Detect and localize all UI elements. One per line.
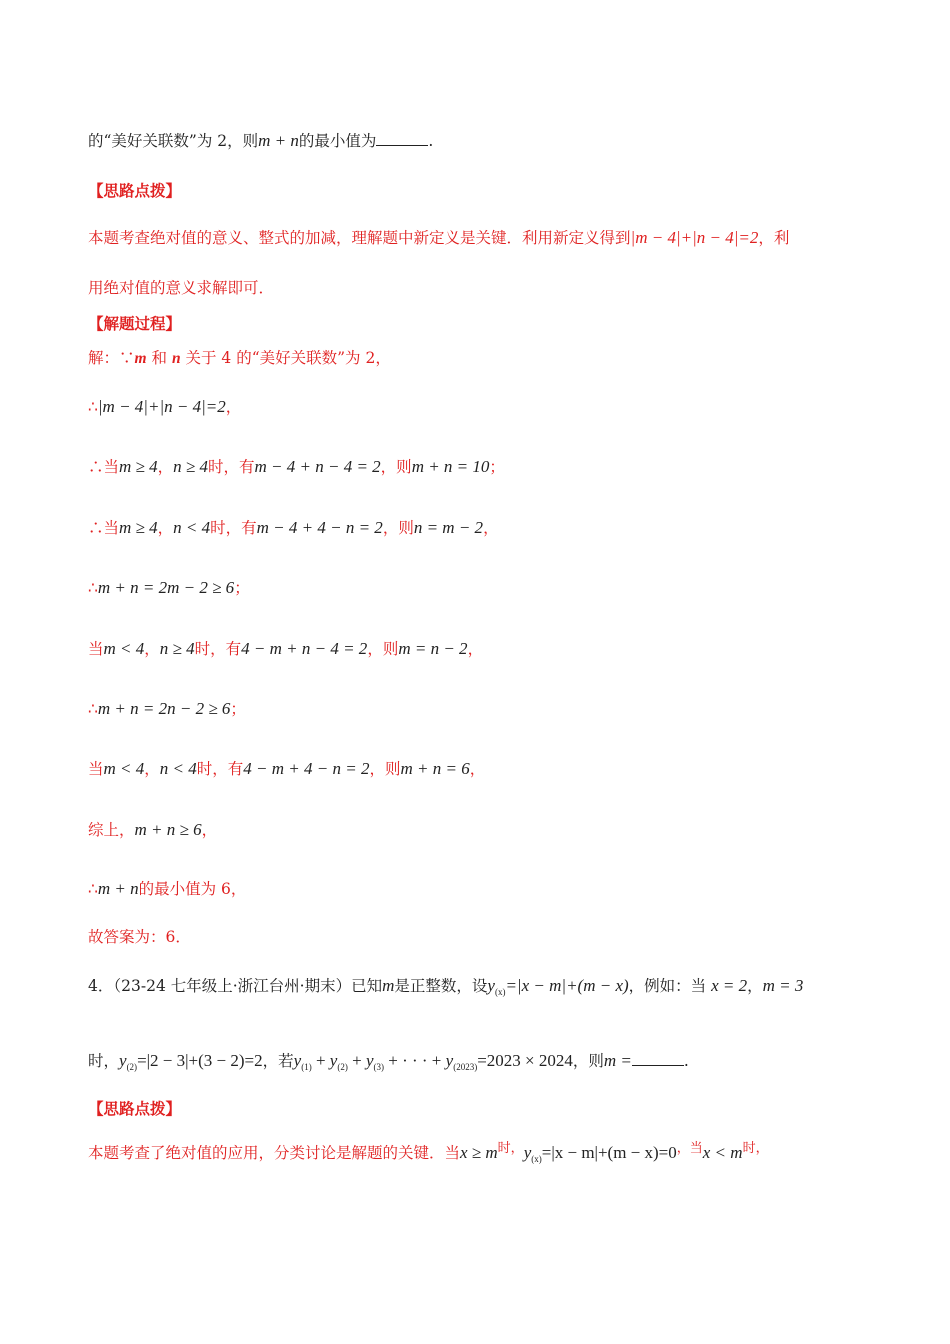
solution-line-9: ∴m + n的最小值为 6， xyxy=(88,879,247,898)
solution-line-5: 当m < 4，n ≥ 4时，有4 − m + n − 4 = 2，则m = n − 2， xyxy=(88,639,484,658)
analysis-heading: 【思路点拨】 xyxy=(88,181,182,200)
solution-line-3: ∴当m ≥ 4，n < 4时，有m − 4 + 4 − n = 2，则n = m − 2， xyxy=(88,518,499,537)
q4-line-2: 时，$y_{(2)}=|2 - 3|+(3 - 2)=2$，若$y_{(1)} + y_{(2)} + y_{(3)}$ + · · · + $y_{(2023)}=2023 \times 2024$，则m = . xyxy=(88,1051,689,1072)
solution-line-8: 综上，m + n ≥ 6， xyxy=(88,820,218,839)
question-source: （23-24 七年级上·浙江台州·期末） xyxy=(113,977,352,995)
analysis-expr: |m − 4|+|n − 4|=2 xyxy=(630,228,759,247)
analysis2-line: 本题考查了绝对值的应用，分类讨论是解题的关键．当$x \ge m^{时,}y_{(x)}=|x - m|+(m - x)=0^{,当}x < m^{时,}$ xyxy=(88,1141,769,1164)
question-number: 4． xyxy=(88,977,114,995)
analysis2-heading: 【思路点拨】 xyxy=(88,1099,182,1118)
analysis-tail: ，利 xyxy=(758,229,790,247)
q3-tail-line xyxy=(88,130,433,152)
analysis-line-1 xyxy=(88,227,789,249)
q4-line-1: 4．（23-24 七年级上·浙江台州·期末）已知m是正整数，设$y_{(x)}=|x - m|+(m - x)$，例如：当 x = 2，m = 3 xyxy=(88,976,804,997)
q3-end: . xyxy=(428,132,434,150)
answer-blank[interactable] xyxy=(376,131,428,146)
analysis-line-2: 用绝对值的意义求解即可． xyxy=(88,279,275,297)
q3-expr: m + n xyxy=(258,131,299,150)
q3-prefix: 的“美好关联数”为 2，则 xyxy=(88,132,259,150)
solution-line-4: ∴m + n = 2m − 2 ≥ 6； xyxy=(88,578,250,597)
answer-blank-q4[interactable] xyxy=(632,1051,684,1066)
solution-heading: 【解题过程】 xyxy=(88,314,182,333)
q3-suffix: 的最小值为 xyxy=(298,132,377,150)
solution-line-2: ∴当m ≥ 4，n ≥ 4时，有m − 4 + n − 4 = 2，则m + n = 10； xyxy=(88,457,505,476)
final-answer: 故答案为：6． xyxy=(88,928,191,946)
solution-intro: 解：∵m 和 n 关于 4 的“美好关联数”为 2， xyxy=(88,349,391,367)
solution-line-1: ∴|m − 4|+|n − 4|=2， xyxy=(88,397,242,416)
solution-line-6: ∴m + n = 2n − 2 ≥ 6； xyxy=(88,699,246,718)
solution-line-7: 当m < 4，n < 4时，有4 − m + 4 − n = 2，则m + n = 6， xyxy=(88,759,486,778)
analysis-text: 本题考查绝对值的意义、整式的加减，理解题中新定义是关键．利用新定义得到 xyxy=(88,229,631,247)
